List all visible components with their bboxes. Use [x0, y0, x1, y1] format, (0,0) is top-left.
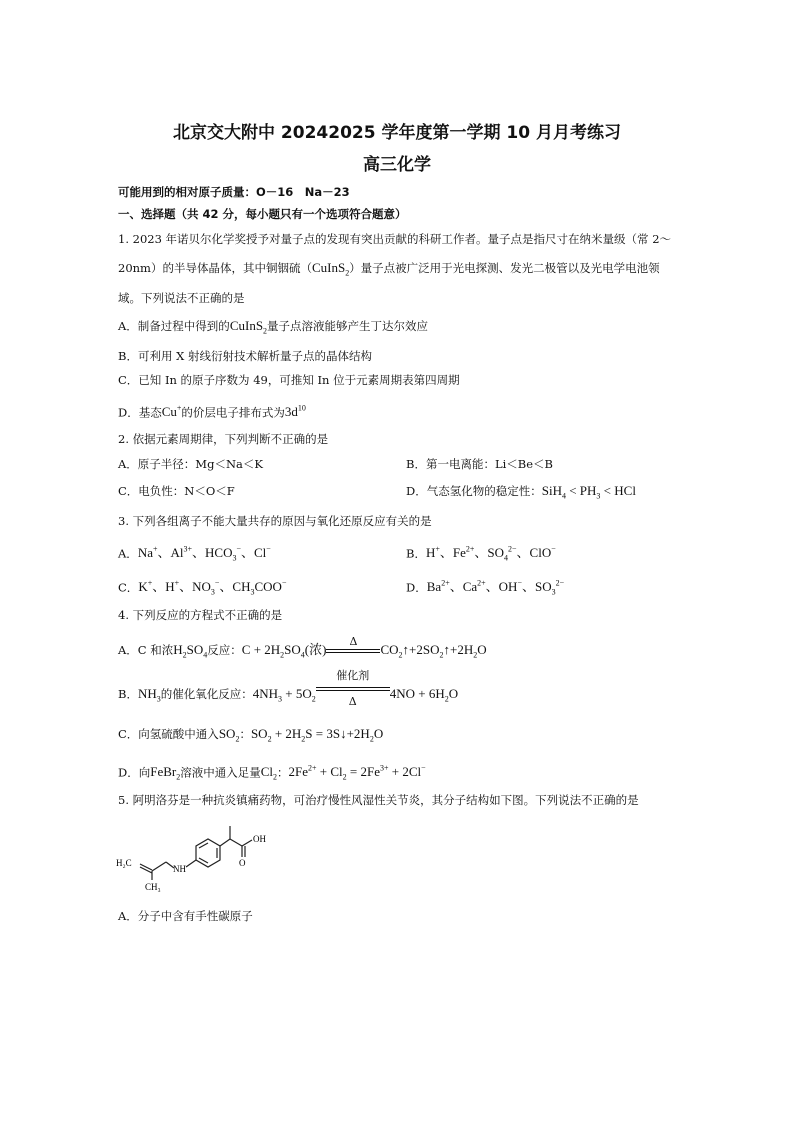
q4-option-b: B．$NH_3$的催化氧化反应：$4NH_3 + 5O_2$ 催化剂 Δ $4NO + 6H_2O$	[118, 669, 459, 708]
q5-option-a: A．分子中含有手性碳原子	[118, 909, 253, 923]
molecule-structure	[112, 820, 282, 900]
heat-arrow: Δ	[326, 640, 380, 662]
q2-option-c: C．电负性：N＜O＜F	[118, 484, 235, 498]
page-title: 北京交大附中 20242025 学年度第一学期 10 月月考练习	[173, 123, 621, 143]
q4-option-d: D．向FeBr$_2$溶液中通入足量$Cl_2$：$2Fe^{2+} + Cl_2 = 2Fe^{3+} + 2Cl^-$	[118, 764, 426, 782]
q1-option-a: A．制备过程中得到的CuInS$_2$量子点溶液能够产生丁达尔效应	[118, 318, 429, 336]
q2-option-a: A．原子半径：Mg＜Na＜K	[118, 457, 263, 471]
q4-option-a: A．C 和浓$H_2SO_4$反应：$C + 2H_2SO_4$(浓) Δ $CO_2↑+2SO_2↑+2H_2O$	[118, 640, 487, 664]
section-heading: 一、选择题（共 42 分，每小题只有一个选项符合题意）	[118, 207, 407, 221]
mol-ch3-label: CH₃	[145, 882, 161, 892]
mol-oh-label: OH	[253, 834, 266, 844]
mol-h2c-label: H₂C	[116, 858, 132, 868]
q2-stem: 2. 依据元素周期律，下列判断不正确的是	[118, 432, 329, 446]
q2-option-b: B．第一电离能：Li＜Be＜B	[406, 457, 553, 471]
q1-option-c: C．已知 In 的原子序数为 49，可推知 In 位于元素周期表第四周期	[118, 373, 460, 387]
catalyst-arrow: 催化剂 Δ	[316, 680, 390, 710]
q1-option-b: B．可利用 X 射线衍射技术解析量子点的晶体结构	[118, 349, 372, 363]
q2-option-d: D．气态氢化物的稳定性：$SiH_4 < PH_3$ < HCl	[406, 483, 636, 501]
q3-option-a: A．Na+、$Al^{3+}$、$HCO_3^-$、Cl−	[118, 545, 271, 563]
q1-stem-line1: 1. 2023 年诺贝尔化学奖授予对量子点的发现有突出贡献的科研工作者。量子点是指尺寸在纳米量级（常 2～	[118, 232, 672, 246]
mol-nh-label: NH	[173, 864, 186, 874]
q1-stem-line3: 域。下列说法不正确的是	[118, 291, 245, 305]
q1-stem-line2: 20nm）的半导体晶体，其中铜铟硫（CuInS$_2$）量子点被广泛用于光电探测、发光二极管以及光电学电池领	[118, 260, 660, 278]
q3-option-c: C．K+、H+、$NO_3^-$、$CH_3COO^-$	[118, 579, 287, 597]
formula-cuins2: CuInS$_2$	[311, 260, 350, 278]
q4-option-c: C．向氢硫酸中通入$SO_2$：$SO_2 + 2H_2S$ = $3S↓+2H_2O$	[118, 726, 384, 744]
q5-stem: 5. 阿明洛芬是一种抗炎镇痛药物，可治疗慢性风湿性关节炎，其分子结构如下图。下列说法不正确的是	[118, 793, 639, 807]
atomic-masses: 可能用到的相对原子质量：O－16 Na－23	[118, 185, 350, 199]
mol-o-label: O	[239, 858, 246, 868]
q4-stem: 4. 下列反应的方程式不正确的是	[118, 608, 283, 622]
q3-option-b: B．H+、$Fe^{2+}$、$SO_4^{2-}$、ClO−	[406, 545, 556, 563]
q1-option-d: D．基态Cu+的价层电子排布式为$3d^{10}$	[118, 404, 306, 420]
q3-stem: 3. 下列各组离子不能大量共存的原因与氧化还原反应有关的是	[118, 514, 432, 528]
q3-option-d: D．$Ba^{2+}$、$Ca^{2+}$、OH−、$SO_3^{2-}$	[406, 579, 565, 597]
page-subtitle: 高三化学	[363, 155, 431, 175]
